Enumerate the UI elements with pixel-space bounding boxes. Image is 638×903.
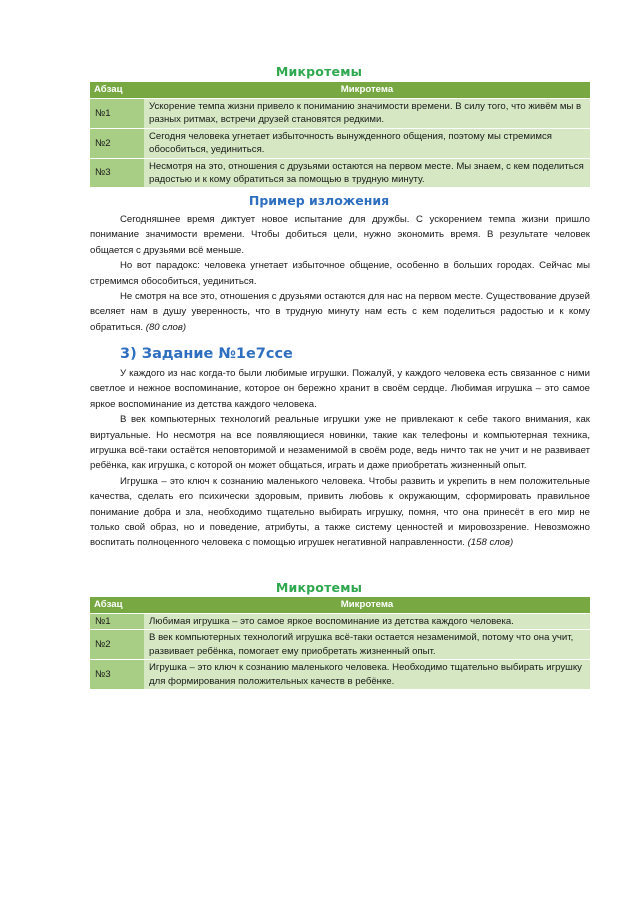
table-header-row	[90, 597, 590, 614]
task-word-count: (158 слов)	[467, 537, 514, 549]
table-row	[90, 614, 590, 630]
task-paragraph-3	[90, 474, 590, 551]
row-microtheme: Любимая игрушка – это самое яркое воспоминание из детства каждого человека.	[144, 614, 590, 630]
microthemes-heading-2: Микротемы	[275, 580, 363, 595]
example-paragraph-3-text: Не смотря на все это, отношения с друзьями остаются для нас на первом месте. Существование друзей вселяет нам в душу уверенность, что в трудную минуту нам есть с кем поделиться радостью и к кому обратиться.	[90, 291, 590, 333]
example-paragraph-2: Но вот парадокс: человека угнетает избыточное общение, особенно в больших городах. Сейчас мы стремимся обособиться, уединиться.	[90, 260, 590, 287]
row-microtheme: Ускорение темпа жизни привело к пониманию значимости времени. В силу того, что живём мы в разных ритмах, встречи друзей становятся редкими.	[144, 99, 590, 129]
microthemes-table-2	[90, 597, 590, 690]
example-heading: Пример изложения	[248, 193, 390, 208]
column-header-paragraph: Абзац	[90, 597, 144, 614]
row-microtheme: В век компьютерных технологий игрушка всё-таки остается незаменимой, потому что она учит, развивает ребёнка, помогает ему приобретать жизненный опыт.	[144, 630, 590, 660]
example-paragraph-3	[90, 289, 590, 335]
microthemes-table-1	[90, 82, 590, 188]
row-microtheme: Игрушка – это ключ к сознанию маленького человека. Необходимо тщательно выбирать игрушку для формирования положительных качеств в ребёнке.	[144, 660, 590, 690]
task-text	[90, 366, 590, 551]
example-word-count: (80 слов)	[145, 321, 187, 333]
microthemes-heading-1: Микротемы	[275, 64, 363, 79]
column-header-paragraph: Абзац	[90, 82, 144, 99]
row-number: №1	[90, 99, 144, 129]
example-text	[90, 212, 590, 335]
table-row	[90, 99, 590, 129]
row-number: №1	[90, 614, 144, 630]
row-microtheme: Несмотря на это, отношения с друзьями остаются на первом месте. Мы знаем, с кем поделиться радостью и к кому обратиться за помощью в трудную минуту.	[144, 158, 590, 188]
table-header-row	[90, 82, 590, 99]
row-number: №2	[90, 128, 144, 158]
row-number: №2	[90, 630, 144, 660]
example-paragraph-1: Сегодняшнее время диктует новое испытание для дружбы. С ускорением темпа жизни пришло понимание значимости времени. Чтобы добиться цели, нужно экономить время. В результате человек общается с друзьями всё меньше.	[90, 214, 590, 256]
column-header-microtheme: Микротема	[144, 597, 590, 614]
table-row	[90, 660, 590, 690]
row-number: №3	[90, 158, 144, 188]
row-microtheme: Сегодня человека угнетает избыточность вынужденного общения, поэтому мы стремимся обособиться, уединиться.	[144, 128, 590, 158]
column-header-microtheme: Микротема	[144, 82, 590, 99]
task-paragraph-1: У каждого из нас когда-то были любимые игрушки. Пожалуй, у каждого человека есть связанное с ними светлое и нежное воспоминание, которое он бережно хранит в своём сердце. Любимая игрушка – это самое яркое воспоминание из детства каждого человека.	[90, 368, 590, 410]
task-paragraph-2: В век компьютерных технологий реальные игрушки уже не привлекают к себе такого внимания, как виртуальные. Но несмотря на все появляющиеся новинки, такие как телефоны и компьютерная техника, игрушка всё-таки остаётся неповторимой и незаменимой в своём роде, ведь ничто так не учит и не развивает ребёнка, как игрушка, с которой он может общаться, играть и даже приобретать жизненный опыт.	[90, 414, 590, 472]
task-title: 3) Задание №1е7ссе	[120, 346, 293, 362]
task-paragraph-3-text: Игрушка – это ключ к сознанию маленького человека. Чтобы развить и укрепить в нем положительные качества, сделать его психически здоровым, привить любовь к окружающим, сформировать правильное понимание добра и зла, необходимо тщательно выбирать игрушку, помня, что она принесёт в его мир не только свой образ, но и поведение, атрибуты, а также систему ценностей и мировоззрение. Невозможно воспитать полноценного человека с помощью игрушек негативной направленности.	[90, 475, 590, 549]
table-row	[90, 630, 590, 660]
table-row	[90, 128, 590, 158]
table-row	[90, 158, 590, 188]
row-number: №3	[90, 660, 144, 690]
